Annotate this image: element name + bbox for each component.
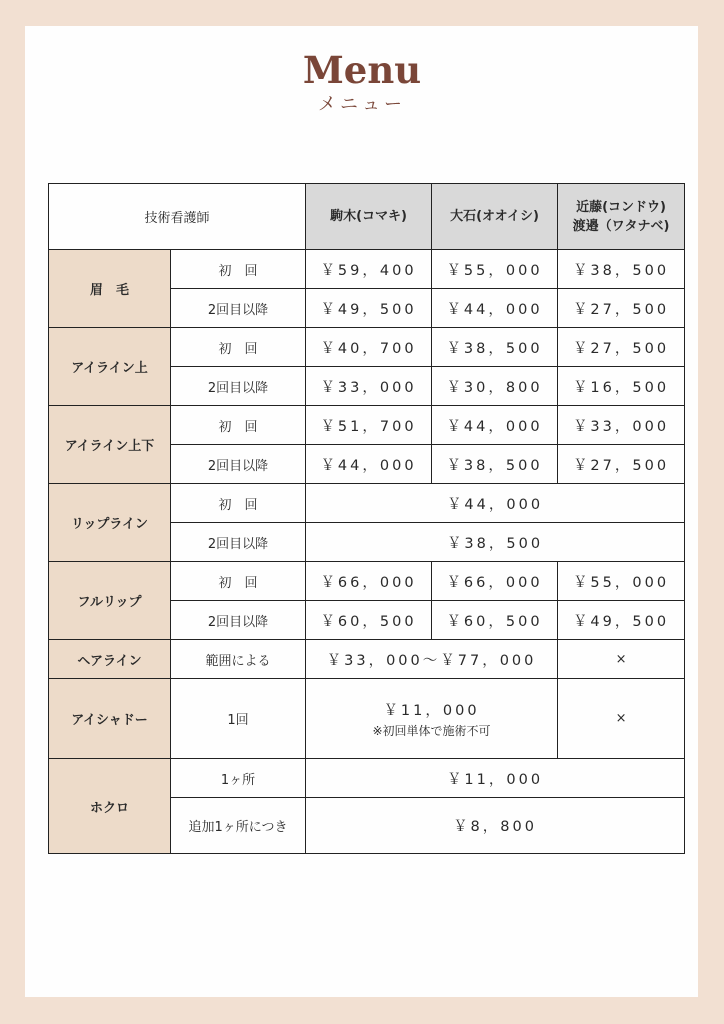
price-cell: ￥60，500 — [306, 601, 432, 640]
category-lipline: リップライン — [49, 484, 171, 562]
price-cell: ￥44，000 — [306, 484, 685, 523]
session-repeat: 2回目以降 — [171, 367, 306, 406]
price-cell: ￥38，500 — [558, 250, 685, 289]
price-cell — [306, 679, 558, 759]
price-cell: ￥44，000 — [306, 445, 432, 484]
nurse-watanabe: 渡邉（ワタナベ) — [572, 218, 670, 234]
session-first: 初 回 — [171, 562, 306, 601]
category-eyeline-top: アイライン上 — [49, 328, 171, 406]
table-row — [49, 562, 685, 601]
price-cell: ￥33，000 — [558, 406, 685, 445]
eyeshadow-note: ※初回単体で施術不可 — [372, 723, 491, 738]
price-cell: ￥33，000〜￥77，000 — [306, 640, 558, 679]
price-cell: ￥49，500 — [558, 601, 685, 640]
table-row — [49, 406, 685, 445]
table-row — [49, 250, 685, 289]
nurse-oishi: 大石(オオイシ) — [432, 184, 558, 250]
session-additional-spot: 追加1ヶ所につき — [171, 798, 306, 854]
session-repeat: 2回目以降 — [171, 601, 306, 640]
session-first: 初 回 — [171, 406, 306, 445]
price-cell: ￥49，500 — [306, 289, 432, 328]
category-hairline: ヘアライン — [49, 640, 171, 679]
price-cell: ￥30，800 — [432, 367, 558, 406]
price-table — [48, 183, 685, 854]
price-cell: ￥27，500 — [558, 328, 685, 367]
session-once: 1回 — [171, 679, 306, 759]
price-cell: ￥38，500 — [432, 445, 558, 484]
page-title: Menu — [302, 48, 422, 92]
session-first: 初 回 — [171, 484, 306, 523]
price-cell: ￥66，000 — [432, 562, 558, 601]
price-cell: ￥38，500 — [432, 328, 558, 367]
not-available-mark: × — [558, 679, 685, 759]
price-cell: ￥51，700 — [306, 406, 432, 445]
category-fulllip: フルリップ — [49, 562, 171, 640]
session-repeat: 2回目以降 — [171, 289, 306, 328]
price-cell: ￥44，000 — [432, 289, 558, 328]
table-row — [49, 759, 685, 798]
eyeshadow-price: ￥11，000 — [383, 702, 480, 719]
nurse-kondo: 近藤(コンドウ) — [576, 199, 666, 215]
price-cell: ￥40，700 — [306, 328, 432, 367]
price-cell: ￥59，400 — [306, 250, 432, 289]
table-row — [49, 679, 685, 759]
session-range: 範囲による — [171, 640, 306, 679]
price-cell: ￥33，000 — [306, 367, 432, 406]
table-row — [49, 484, 685, 523]
nurse-kondo-watanabe — [558, 184, 685, 250]
table-row — [49, 640, 685, 679]
price-cell: ￥27，500 — [558, 289, 685, 328]
session-one-spot: 1ヶ所 — [171, 759, 306, 798]
header-label: 技術看護師 — [49, 184, 306, 250]
session-repeat: 2回目以降 — [171, 523, 306, 562]
price-cell: ￥27，500 — [558, 445, 685, 484]
category-eyeshadow: アイシャドー — [49, 679, 171, 759]
nurse-komaki: 駒木(コマキ) — [306, 184, 432, 250]
session-repeat: 2回目以降 — [171, 445, 306, 484]
session-first: 初 回 — [171, 250, 306, 289]
price-cell: ￥38，500 — [306, 523, 685, 562]
price-cell: ￥55，000 — [558, 562, 685, 601]
table-header-row — [49, 184, 685, 250]
price-cell: ￥16，500 — [558, 367, 685, 406]
category-hokuro: ホクロ — [49, 759, 171, 854]
category-mayu: 眉 毛 — [49, 250, 171, 328]
price-cell: ￥8，800 — [306, 798, 685, 854]
price-cell: ￥55，000 — [432, 250, 558, 289]
not-available-mark: × — [558, 640, 685, 679]
price-cell: ￥44，000 — [432, 406, 558, 445]
page-subtitle: メニュー — [318, 94, 406, 115]
table-row — [49, 328, 685, 367]
price-cell: ￥11，000 — [306, 759, 685, 798]
category-eyeline-both: アイライン上下 — [49, 406, 171, 484]
price-cell: ￥60，500 — [432, 601, 558, 640]
session-first: 初 回 — [171, 328, 306, 367]
price-cell: ￥66，000 — [306, 562, 432, 601]
